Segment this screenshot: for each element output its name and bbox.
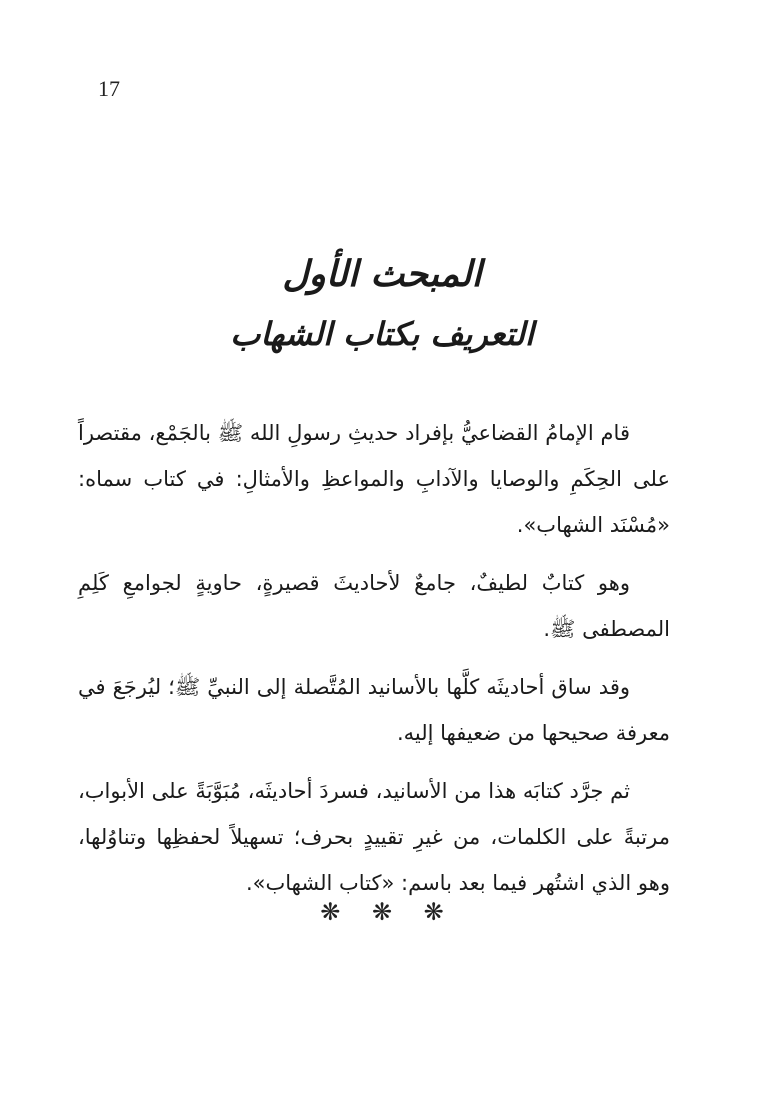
section-ornament: ❋ ❋ ❋ <box>320 898 444 926</box>
heading-block <box>0 250 764 356</box>
paragraph: وهو كتابٌ لطيفٌ، جامعٌ لأحاديثَ قصيرةٍ، حاويةٍ لجوامعِ كَلِمِ المصطفى ﷺ. <box>78 571 670 641</box>
page-number: 17 <box>98 76 120 101</box>
paragraph: قام الإمامُ القضاعيُّ بإفراد حديثِ رسولِ الله ﷺ بالجَمْع، مقتصراً على الحِكَمِ والوصايا والآدابِ والمواعظِ والأمثالِ: في كتاب سماه: «مُسْنَد الشهاب». <box>78 421 670 537</box>
paragraph: ثم جرَّد كتابَه هذا من الأسانيد، فسردَ أحاديثَه، مُبَوَّبَةً على الأبواب، مرتبةً على الكلمات، من غيرِ تقييدٍ بحرف؛ تسهيلاً لحفظِها وتناوُلها، وهو الذي اشتُهر فيما بعد باسم: «كتاب الشهاب». <box>78 779 670 895</box>
chapter-title: المبحث الأول <box>282 253 482 295</box>
chapter-subtitle: التعريف بكتاب الشهاب <box>230 315 534 353</box>
paragraph: وقد ساق أحاديثَه كلَّها بالأسانيد المُتَّصلة إلى النبيِّ ﷺ؛ ليُرجَعَ في معرفة صحيحها من ضعيفها إليه. <box>78 675 670 745</box>
body-text <box>78 410 670 918</box>
